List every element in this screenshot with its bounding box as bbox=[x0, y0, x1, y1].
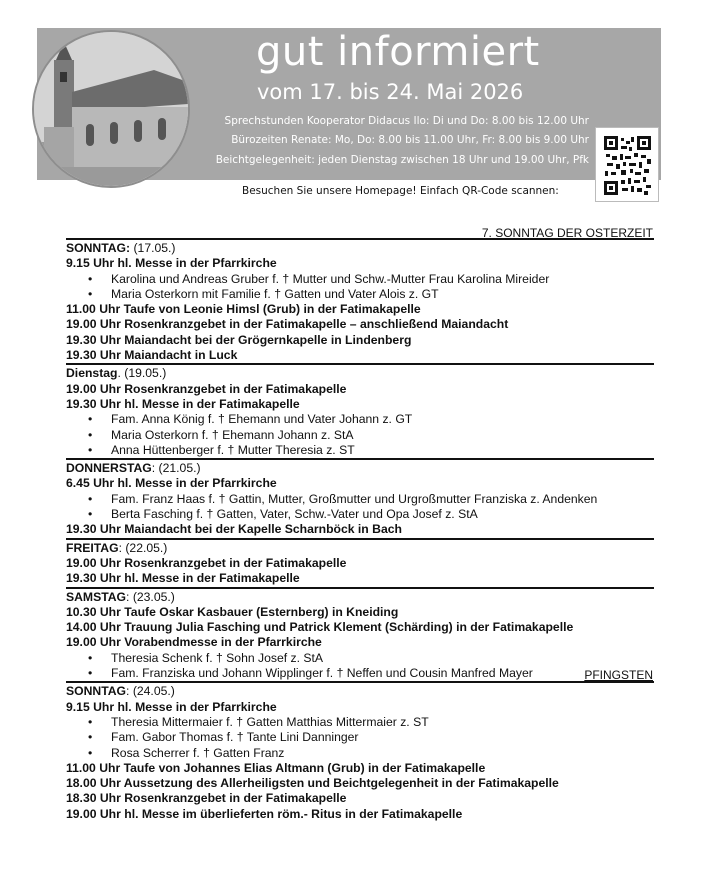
mass-intention bbox=[66, 666, 654, 681]
service-event: 11.00 Uhr Taufe von Johannes Elias Altmann (Grub) in der Fatimakapelle bbox=[66, 760, 486, 775]
mass-intention bbox=[66, 272, 654, 287]
intention-text: Fam. Franziska und Johann Wipplinger f. † Neffen und Cousin Manfred Mayer bbox=[111, 666, 533, 681]
mass-intention bbox=[66, 651, 654, 666]
mass-intention bbox=[66, 715, 654, 730]
bullet-icon: • bbox=[88, 650, 93, 665]
bullet-icon: • bbox=[88, 271, 93, 286]
service-event: 11.00 Uhr Taufe von Leonie Himsl (Grub) in der Fatimakapelle bbox=[66, 302, 421, 317]
service-event: 14.00 Uhr Trauung Julia Fasching und Patrick Klement (Schärding) in der Fatimakapelle bbox=[66, 620, 574, 635]
bullet-icon: • bbox=[88, 507, 93, 522]
day-name: SONNTAG bbox=[66, 684, 127, 699]
day-section bbox=[66, 540, 654, 589]
service-event: 19.00 Uhr Rosenkranzgebet in der Fatimakapelle – anschließend Maiandacht bbox=[66, 317, 509, 332]
office-hours-secretary: Bürozeiten Renate: Mo, Do: 8.00 bis 11.00 Uhr, Fr: 8.00 bis 9.00 Uhr bbox=[231, 134, 589, 146]
day-heading bbox=[66, 460, 654, 476]
day-section bbox=[66, 365, 654, 460]
day-name: DONNERSTAG bbox=[66, 461, 152, 476]
service-event: 9.15 Uhr hl. Messe in der Pfarrkirche bbox=[66, 699, 277, 714]
qr-code[interactable] bbox=[595, 127, 659, 202]
intention-text: Karolina und Andreas Gruber f. † Mutter und Schw.-Mutter Frau Karolina Mireider bbox=[111, 271, 550, 286]
day-date: (17.05.) bbox=[130, 241, 176, 255]
mass-intention bbox=[66, 730, 654, 745]
bullet-icon: • bbox=[88, 714, 93, 729]
mass-intention bbox=[66, 428, 654, 443]
mass-intention bbox=[66, 746, 654, 761]
mass-schedule bbox=[66, 238, 654, 822]
mass-intention bbox=[66, 492, 654, 507]
service-event: 10.30 Uhr Taufe Oskar Kasbauer (Esternberg) in Kneiding bbox=[66, 604, 399, 619]
intention-text: Rosa Scherrer f. † Gatten Franz bbox=[111, 745, 285, 760]
day-heading bbox=[66, 240, 654, 256]
bullet-icon: • bbox=[88, 666, 93, 681]
intention-text: Theresia Mittermaier f. † Gatten Matthias Mittermaier z. ST bbox=[111, 714, 429, 729]
day-name: SAMSTAG bbox=[66, 589, 127, 604]
service-event: 19.30 Uhr hl. Messe in der Fatimakapelle bbox=[66, 571, 300, 586]
bullet-icon: • bbox=[88, 491, 93, 506]
intention-text: Anna Hüttenberger f. † Mutter Theresia z. ST bbox=[111, 442, 355, 457]
date-range: vom 17. bis 24. Mai 2026 bbox=[257, 80, 524, 104]
service-event: 18.00 Uhr Aussetzung des Allerheiligsten und Beichtgelegenheit in der Fatimakapelle bbox=[66, 776, 559, 791]
office-hours-priest: Sprechstunden Kooperator Didacus Ilo: Di und Do: 8.00 bis 12.00 Uhr bbox=[224, 115, 589, 127]
day-name: SONNTAG: bbox=[66, 241, 131, 255]
day-date: : (24.05.) bbox=[126, 684, 175, 699]
bullet-icon: • bbox=[88, 412, 93, 427]
mass-intention bbox=[66, 287, 654, 302]
sunday-title: 7. SONNTAG DER OSTERZEIT bbox=[481, 226, 653, 240]
service-event: 19.00 Uhr Rosenkranzgebet in der Fatimakapelle bbox=[66, 381, 347, 396]
intention-text: Berta Fasching f. † Gatten, Vater, Schw.-Vater und Opa Josef z. StA bbox=[111, 507, 478, 522]
service-event: 19.00 Uhr hl. Messe im überlieferten röm.- Ritus in der Fatimakapelle bbox=[66, 806, 463, 821]
day-date: : (22.05.) bbox=[118, 540, 168, 555]
intention-text: Maria Osterkorn mit Familie f. † Gatten und Vater Alois z. GT bbox=[111, 286, 439, 301]
day-heading bbox=[66, 589, 654, 605]
intention-text: Fam. Gabor Thomas f. † Tante Lini Danninger bbox=[111, 730, 359, 745]
day-name: FREITAG bbox=[66, 540, 119, 555]
service-event: 19.30 Uhr hl. Messe in der Fatimakapelle bbox=[66, 396, 300, 411]
bullet-icon: • bbox=[88, 442, 93, 457]
service-event: 9.15 Uhr hl. Messe in der Pfarrkirche bbox=[66, 256, 277, 271]
service-event: 19.30 Uhr Maiandacht in Luck bbox=[66, 348, 238, 363]
bullet-icon: • bbox=[88, 730, 93, 745]
service-event: 6.45 Uhr hl. Messe in der Pfarrkirche bbox=[66, 476, 277, 491]
day-section bbox=[66, 589, 654, 684]
intention-text: Fam. Franz Haas f. † Gattin, Mutter, Großmutter und Urgroßmutter Franziska z. Andenken bbox=[111, 491, 598, 506]
mass-intention bbox=[66, 507, 654, 522]
newsletter-title: gut informiert bbox=[256, 29, 540, 75]
intention-text: Maria Osterkorn f. † Ehemann Johann z. StA bbox=[111, 427, 354, 442]
day-date: : (23.05.) bbox=[126, 589, 175, 604]
day-heading bbox=[66, 540, 654, 556]
day-section bbox=[66, 240, 654, 365]
day-date: : (21.05.) bbox=[151, 461, 201, 476]
service-event: 19.30 Uhr Maiandacht bei der Kapelle Scharnböck in Bach bbox=[66, 522, 402, 537]
service-event: 19.30 Uhr Maiandacht bei der Grögernkapelle in Lindenberg bbox=[66, 332, 412, 347]
feast-label: PFINGSTEN bbox=[584, 668, 653, 683]
service-event: 19.00 Uhr Rosenkranzgebet in der Fatimakapelle bbox=[66, 555, 347, 570]
church-photo bbox=[32, 30, 190, 188]
bullet-icon: • bbox=[88, 286, 93, 301]
service-event: 19.00 Uhr Vorabendmesse in der Pfarrkirche bbox=[66, 635, 322, 650]
homepage-note: Besuchen Sie unsere Homepage! Einfach QR-Code scannen: bbox=[242, 185, 559, 197]
intention-text: Fam. Anna König f. † Ehemann und Vater Johann z. GT bbox=[111, 412, 413, 427]
bullet-icon: • bbox=[88, 745, 93, 760]
day-heading bbox=[66, 365, 654, 381]
day-date: . (19.05.) bbox=[117, 366, 167, 381]
mass-intention bbox=[66, 443, 654, 458]
intention-text: Theresia Schenk f. † Sohn Josef z. StA bbox=[111, 650, 324, 665]
mass-intention bbox=[66, 412, 654, 427]
bullet-icon: • bbox=[88, 427, 93, 442]
service-event: 18.30 Uhr Rosenkranzgebet in der Fatimakapelle bbox=[66, 791, 347, 806]
day-section bbox=[66, 460, 654, 539]
confession-times: Beichtgelegenheit: jeden Dienstag zwischen 18 Uhr und 19.00 Uhr, Pfk bbox=[215, 154, 589, 166]
day-name: Dienstag bbox=[66, 366, 118, 381]
